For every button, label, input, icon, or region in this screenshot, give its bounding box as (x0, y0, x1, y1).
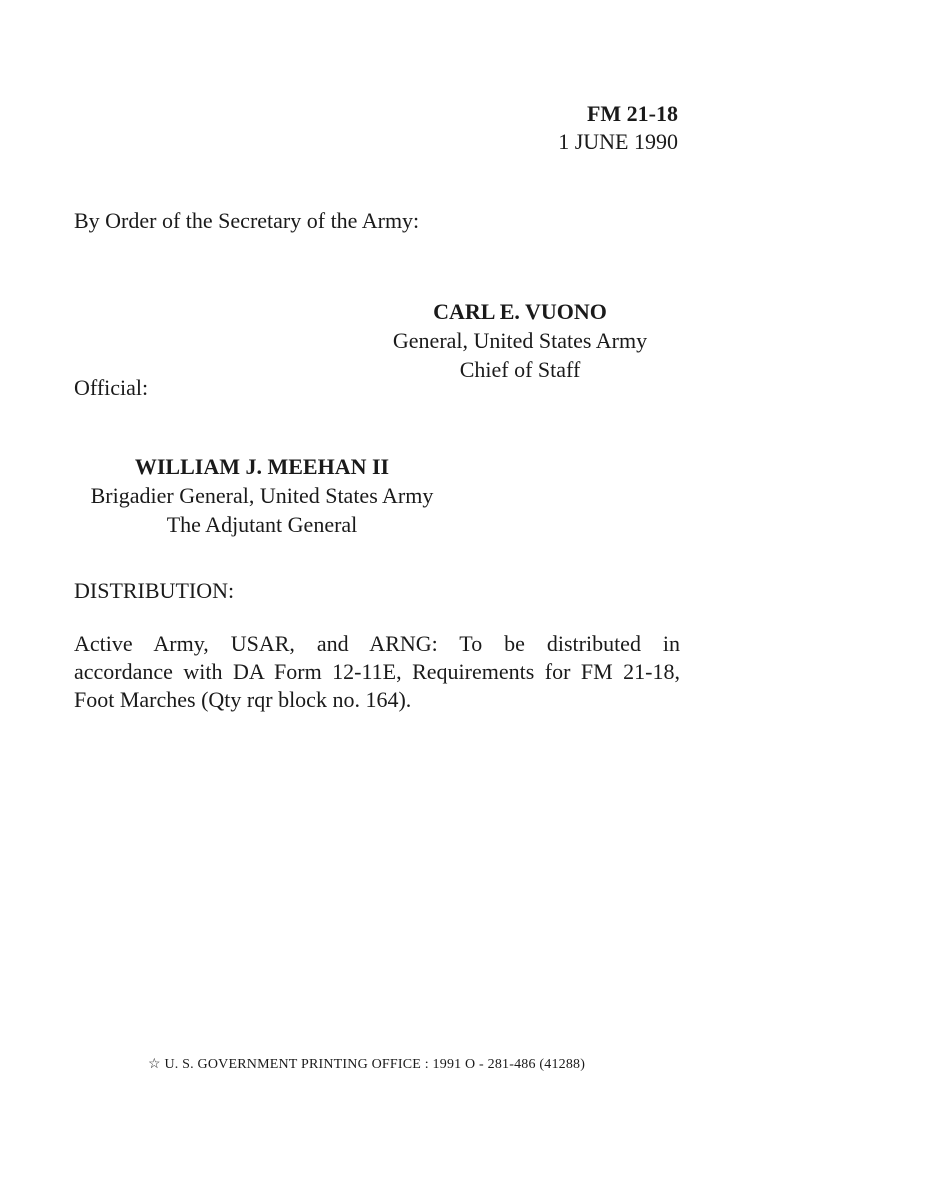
primary-signer-rank: General, United States Army (392, 328, 648, 353)
primary-signer-name: CARL E. VUONO (433, 299, 607, 324)
primary-signer-title: Chief of Staff (459, 357, 581, 382)
distribution-line: Active Army, USAR, and ARNG: To be distributed in (74, 631, 680, 656)
official-signer-name: WILLIAM J. MEEHAN II (134, 454, 390, 479)
publication-date: 1 JUNE 1990 (558, 129, 678, 154)
distribution-label: DISTRIBUTION: (74, 578, 235, 603)
primary-signature-block (360, 297, 680, 384)
distribution-paragraph (74, 630, 680, 714)
official-signer-rank: Brigadier General, United States Army (90, 483, 434, 508)
manual-number: FM 21-18 (586, 101, 678, 126)
official-signer-title: The Adjutant General (166, 512, 358, 537)
order-statement: By Order of the Secretary of the Army: (74, 208, 420, 233)
distribution-line: Foot Marches (Qty rqr block no. 164). (74, 687, 412, 712)
official-signature-block (70, 452, 454, 539)
distribution-line: accordance with DA Form 12-11E, Requirements for FM 21-18, (74, 659, 680, 684)
document-header (558, 100, 678, 156)
printing-office-footer: ☆ U. S. GOVERNMENT PRINTING OFFICE : 1991 O - 281-486 (41288) (148, 1057, 586, 1072)
official-label: Official: (74, 375, 149, 400)
